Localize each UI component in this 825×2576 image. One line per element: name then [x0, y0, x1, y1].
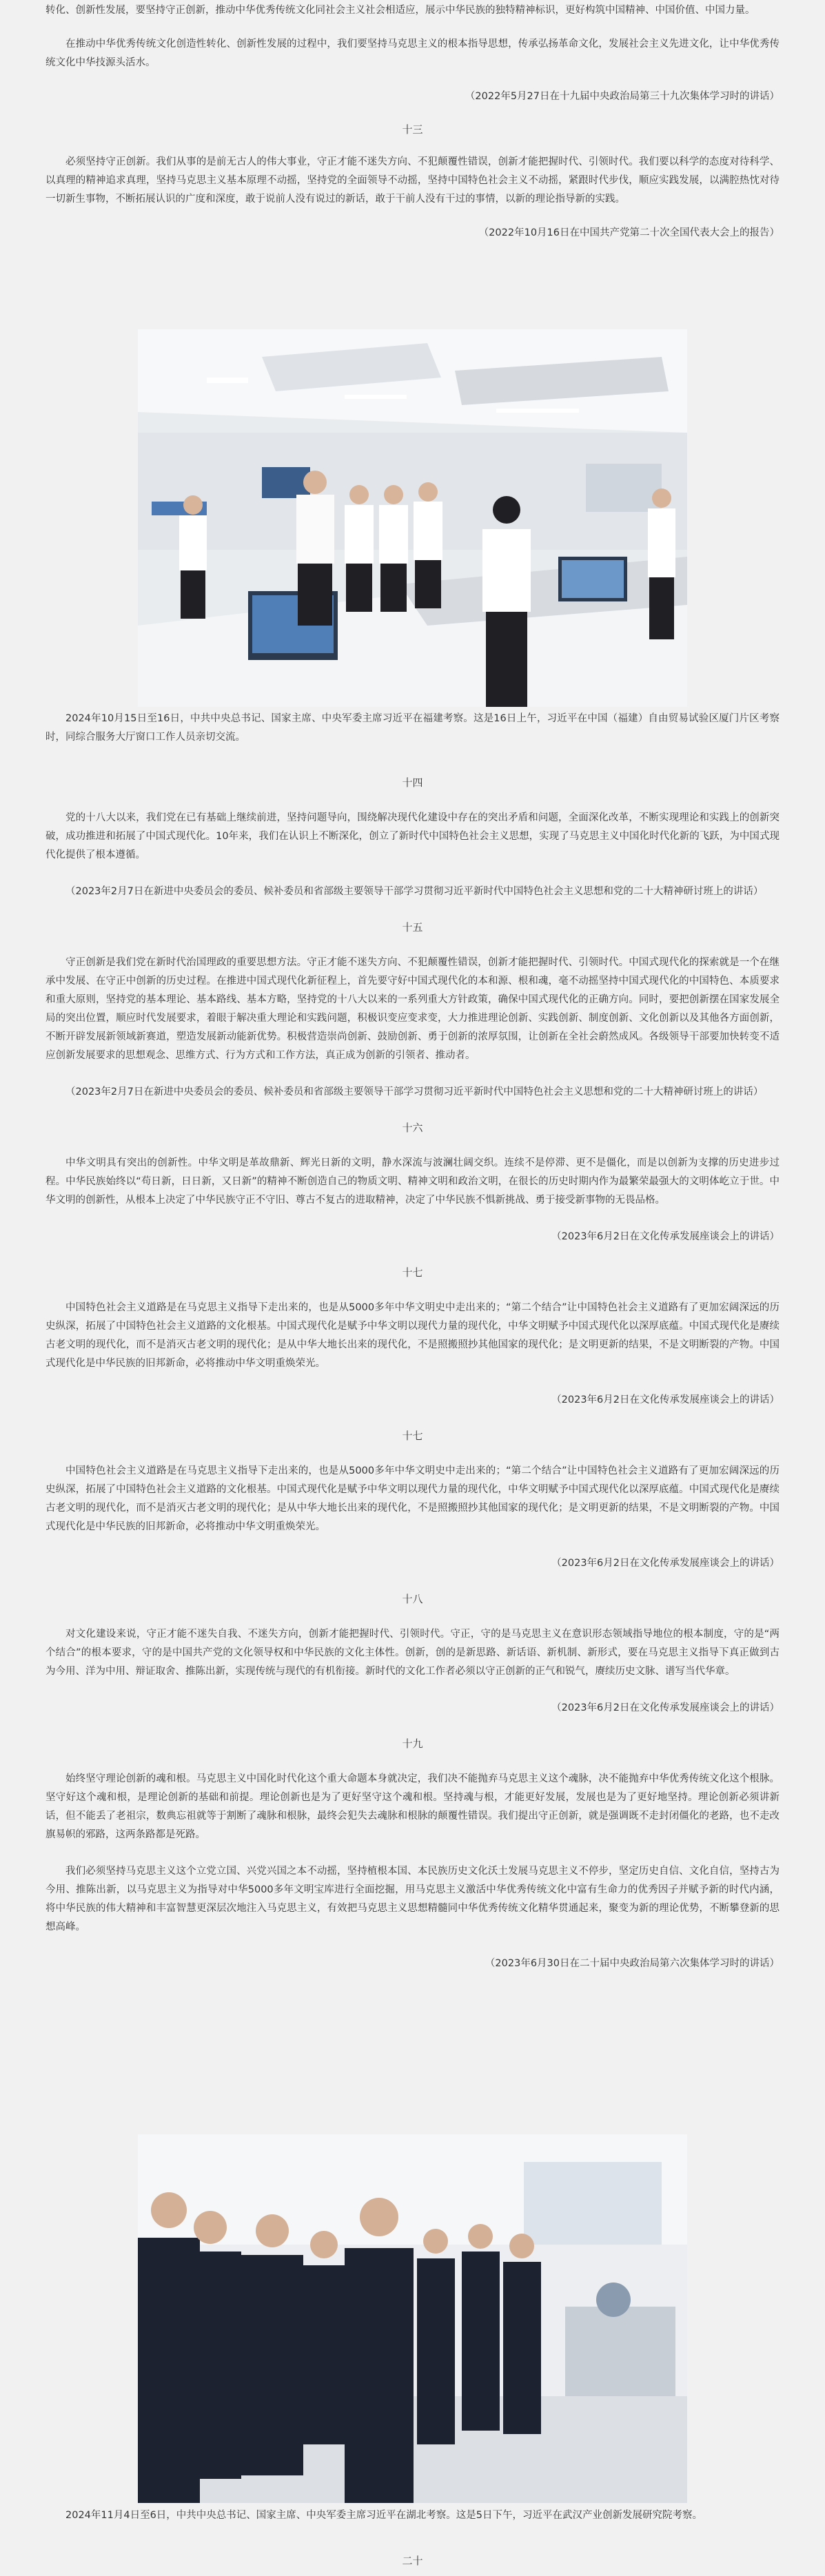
section-number: 十五: [402, 921, 423, 934]
paragraph: 在推动中华优秀传统文化创造性转化、创新性发展的过程中，我们要坚持马克思主义的根本指导思想，传承弘扬革命文化，发展社会主义先进文化，让中华优秀传统文化中华技源头活水。: [45, 39, 780, 68]
source-citation: （2023年6月2日在文化传承发展座谈会上的讲话）: [551, 1702, 780, 1713]
paragraph: 中国特色社会主义道路是在马克思主义指导下走出来的，也是从5000多年中华文明史中走出来的；“第二个结合”让中国特色社会主义道路有了更加宏阔深远的历史纵深，拓展了中国特色社会主义道路的文化根基。中国式现代化是赋予中华文明以现代力量的现代化，中华文明赋予中国式现代化以深厚底蕴。中国式现代化是赓续古老文明的现代化，而不是消灭古老文明的现代化；是从中华大地长出来的现代化，不是照搬照抄其他国家的现代化；是文明更新的结果，不是文明断裂的产物。中国式现代化是中华民族的旧邦新命，必将推动中华文明重焕荣光。: [45, 1465, 780, 1532]
source-citation: （2023年2月7日在新进中央委员会的委员、候补委员和省部级主要领导干部学习贯彻习近平新时代中国特色社会主义思想和党的二十大精神研讨班上的讲话）: [65, 1086, 764, 1098]
article-body-bottom: [45, 2506, 780, 2569]
paragraph: 始终坚守理论创新的魂和根。马克思主义中国化时代化这个重大命题本身就决定，我们决不能抛弃马克思主义这个魂脉，决不能抛弃中华优秀传统文化这个根脉。坚守好这个魂和根，是理论创新的基础和前提。理论创新也是为了更好坚守这个魂和根。坚持魂与根，才能更好发展，发展也是为了更好地坚持。理论创新必须讲新话，但不能丢了老祖宗，数典忘祖就等于割断了魂脉和根脉，最终会犯失去魂脉和根脉的颠覆性错误。我们提出守正创新，就是强调既不走封闭僵化的老路，也不走改旗易帜的邪路，这两条路都是死路。: [45, 1773, 780, 1840]
photo-illustration: [138, 2134, 687, 2503]
news-photo-hubei: [138, 2134, 687, 2503]
source-citation: （2023年6月30日在二十届中央政治局第六次集体学习时的讲话）: [485, 1958, 780, 1969]
photo-illustration: [138, 329, 687, 707]
section-number: 二十: [402, 2555, 423, 2567]
source-citation: （2023年6月2日在文化传承发展座谈会上的讲话）: [551, 1394, 780, 1405]
section-number: 十四: [402, 776, 423, 789]
photo-caption: 2024年11月4日至6日，中共中央总书记、国家主席、中央军委主席习近平在湖北考察。这是5日下午，习近平在武汉产业创新发展研究院考察。: [65, 2510, 703, 2521]
section-number: 十八: [402, 1593, 423, 1605]
paragraph: 对文化建设来说，守正才能不迷失自我、不迷失方向，创新才能把握时代、引领时代。守正，守的是马克思主义在意识形态领域指导地位的根本制度，守的是“两个结合”的根本要求，守的是中国共产党的文化领导权和中华民族的文化主体性。创新，创的是新思路、新话语、新机制、新形式，要在马克思主义指导下真正做到古为今用、洋为中用、辩证取舍、推陈出新，实现传统与现代的有机衔接。新时代的文化工作者必须以守正创新的正气和锐气，赓续历史文脉、谱写当代华章。: [45, 1629, 780, 1677]
paragraph: 守正创新是我们党在新时代治国理政的重要思想方法。守正才能不迷失方向、不犯颠覆性错误，创新才能把握时代、引领时代。中国式现代化的探索就是一个在继承中发展、在守正中创新的历史过程。在推进中国式现代化新征程上，首先要守好中国式现代化的本和源、根和魂，毫不动摇坚持中国式现代化的中国特色、本质要求和重大原则，坚持党的基本理论、基本路线、基本方略，坚持党的十八大以来的一系列重大方针政策，确保中国式现代化的正确方向。同时，要把创新摆在国家发展全局的突出位置，顺应时代发展要求，着眼于解决重大理论和实践问题，积极识变应变求变，大力推进理论创新、实践创新、制度创新、文化创新以及其他各方面创新，不断开辟发展新领域新赛道，塑造发展新动能新优势。积极营造崇尚创新、鼓励创新、勇于创新的浓厚氛围，让创新在全社会蔚然成风。各级领导干部要加快转变不适应创新发展要求的思想观念、思维方式、行为方式和工作方法，真正成为创新的引领者、推动者。: [45, 957, 780, 1061]
source-citation: （2022年5月27日在十九届中央政治局第三十九次集体学习时的讲话）: [465, 91, 780, 102]
paragraph: 我们必须坚持马克思主义这个立党立国、兴党兴国之本不动摇，坚持植根本国、本民族历史文化沃土发展马克思主义不停步，坚定历史自信、文化自信，坚持古为今用、推陈出新，以马克思主义为指导对中华5000多年文明宝库进行全面挖掘，用马克思主义激活中华优秀传统文化中富有生命力的优秀因子并赋予新的时代内涵，将中华民族的伟大精神和丰富智慧更深层次地注入马克思主义，有效把马克思主义思想精髓同中华优秀传统文化精华贯通起来，聚变为新的理论优势，不断攀登新的思想高峰。: [45, 1866, 780, 1933]
source-citation: （2022年10月16日在中国共产党第二十次全国代表大会上的报告）: [478, 227, 780, 238]
source-citation: （2023年6月2日在文化传承发展座谈会上的讲话）: [551, 1558, 780, 1569]
section-number: 十七: [402, 1430, 423, 1442]
news-photo-fujian: [138, 329, 687, 707]
article-body-middle: [45, 710, 780, 1973]
section-number: 十三: [402, 123, 423, 136]
photo-caption: 2024年10月15日至16日，中共中央总书记、国家主席、中央军委主席习近平在福建考察。这是16日上午，习近平在中国（福建）自由贸易试验区厦门片区考察时，同综合服务大厅窗口工作人员亲切交流。: [45, 713, 780, 743]
article-body-top: [45, 1, 780, 243]
paragraph: 中国特色社会主义道路是在马克思主义指导下走出来的，也是从5000多年中华文明史中走出来的；“第二个结合”让中国特色社会主义道路有了更加宏阔深远的历史纵深，拓展了中国特色社会主义道路的文化根基。中国式现代化是赋予中华文明以现代力量的现代化，中华文明赋予中国式现代化以深厚底蕴。中国式现代化是赓续古老文明的现代化，而不是消灭古老文明的现代化；是从中华大地长出来的现代化，不是照搬照抄其他国家的现代化；是文明更新的结果，不是文明断裂的产物。中国式现代化是中华民族的旧邦新命，必将推动中华文明重焕荣光。: [45, 1302, 780, 1369]
section-number: 十九: [402, 1738, 423, 1750]
paragraph: 转化、创新性发展，要坚持守正创新，推动中华优秀传统文化同社会主义社会相适应，展示中华民族的独特精神标识，更好构筑中国精神、中国价值、中国力量。: [45, 5, 755, 16]
paragraph: 中华文明具有突出的创新性。中华文明是革故鼎新、辉光日新的文明，静水深流与波澜壮阔交织。连续不是停滞、更不是僵化，而是以创新为支撑的历史进步过程。中华民族始终以“苟日新，日日新，又日新”的精神不断创造自己的物质文明、精神文明和政治文明，在很长的历史时期内作为最繁荣最强大的文明体屹立于世。中华文明的创新性，从根本上决定了中华民族守正不守旧、尊古不复古的进取精神，决定了中华民族不惧新挑战、勇于接受新事物的无畏品格。: [45, 1157, 780, 1206]
source-citation: （2023年6月2日在文化传承发展座谈会上的讲话）: [551, 1231, 780, 1242]
paragraph: 必须坚持守正创新。我们从事的是前无古人的伟大事业，守正才能不迷失方向、不犯颠覆性错误，创新才能把握时代、引领时代。我们要以科学的态度对待科学、以真理的精神追求真理，坚持马克思主义基本原理不动摇，坚持党的全面领导不动摇，坚持中国特色社会主义不动摇，紧跟时代步伐，顺应实践发展，以满腔热忱对待一切新生事物，不断拓展认识的广度和深度，敢于说前人没有说过的新话，敢于干前人没有干过的事情，以新的理论指导新的实践。: [45, 156, 780, 205]
section-number: 十七: [402, 1266, 423, 1279]
paragraph: 党的十八大以来，我们党在已有基础上继续前进，坚持问题导向，围绕解决现代化建设中存在的突出矛盾和问题，全面深化改革，不断实现理论和实践上的创新突破，成功推进和拓展了中国式现代化。10年来，我们在认识上不断深化，创立了新时代中国特色社会主义思想，实现了马克思主义中国化时代化新的飞跃，为中国式现代化提供了根本遵循。: [45, 812, 780, 861]
source-citation: （2023年2月7日在新进中央委员会的委员、候补委员和省部级主要领导干部学习贯彻习近平新时代中国特色社会主义思想和党的二十大精神研讨班上的讲话）: [65, 886, 764, 897]
section-number: 十六: [402, 1122, 423, 1134]
